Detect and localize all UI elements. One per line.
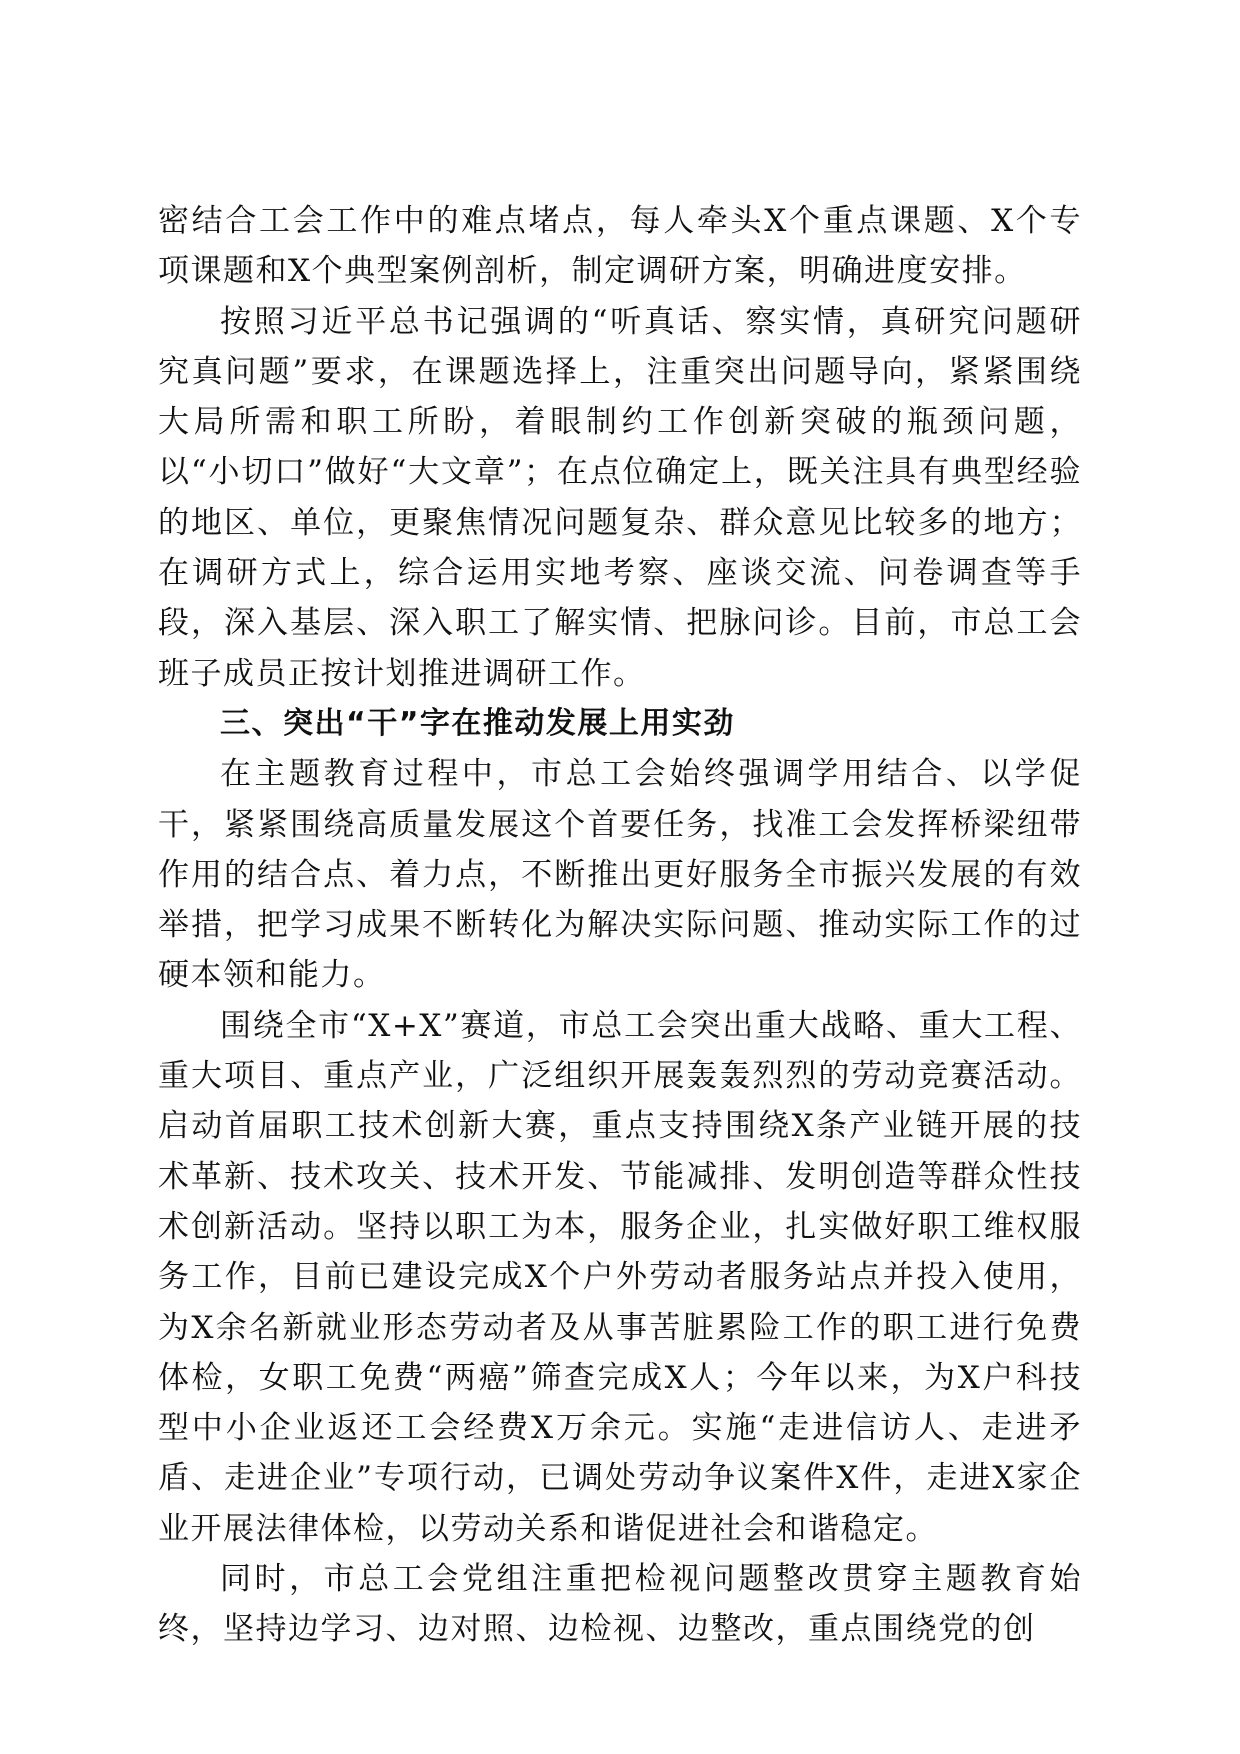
paragraph-research-approach: 按照习近平总书记强调的“听真话、察实情，真研究问题研究真问题”要求，在课题选择上，注重突出问题导向，紧紧围绕大局所需和职工所盼，着眼制约工作创新突破的瓶颈问题，以“小切口”做好“大文章”；在点位确定上，既关注具有典型经验的地区、单位，更聚焦情况问题复杂、群众意见比较多的地方；在调研方式上，综合运用实地考察、座谈交流、问卷调查等手段，深入基层、深入职工了解实情、把脉问诊。目前，市总工会班子成员正按计划推进调研工作。 (158, 303, 1082, 692)
paragraph-rectification: 同时，市总工会党组注重把检视问题整改贯穿主题教育始终，坚持边学习、边对照、边检视、边整改，重点围绕党的创 (158, 1561, 1082, 1648)
paragraph-learning-application: 在主题教育过程中，市总工会始终强调学用结合、以学促干，紧紧围绕高质量发展这个首要任务，找准工会发挥桥梁纽带作用的结合点、着力点，不断推出更好服务全市振兴发展的有效举措，把学习成果不断转化为解决实际问题、推动实际工作的过硬本领和能力。 (158, 756, 1082, 994)
document-body (158, 196, 1082, 1655)
section-heading: 三、突出“干”字在推动发展上用实劲 (220, 705, 735, 741)
paragraph-continuation: 密结合工会工作中的难点堵点，每人牵头X个重点课题、X个专项课题和X个典型案例剖析，制定调研方案，明确进度安排。 (158, 203, 1082, 290)
paragraph-labor-competition: 围绕全市“X+X”赛道，市总工会突出重大战略、重大工程、重大项目、重点产业，广泛组织开展轰轰烈烈的劳动竞赛活动。启动首届职工技术创新大赛，重点支持围绕X条产业链开展的技术革新、技术攻关、技术开发、节能减排、发明创造等群众性技术创新活动。坚持以职工为本，服务企业，扎实做好职工维权服务工作，目前已建设完成X个户外劳动者服务站点并投入使用，为X余名新就业形态劳动者及从事苦脏累险工作的职工进行免费体检，女职工免费“两癌”筛查完成X人；今年以来，为X户科技型中小企业返还工会经费X万余元。实施“走进信访人、走进矛盾、走进企业”专项行动，已调处劳动争议案件X件，走进X家企业开展法律体检，以劳动关系和谐促进社会和谐稳定。 (158, 1007, 1082, 1547)
